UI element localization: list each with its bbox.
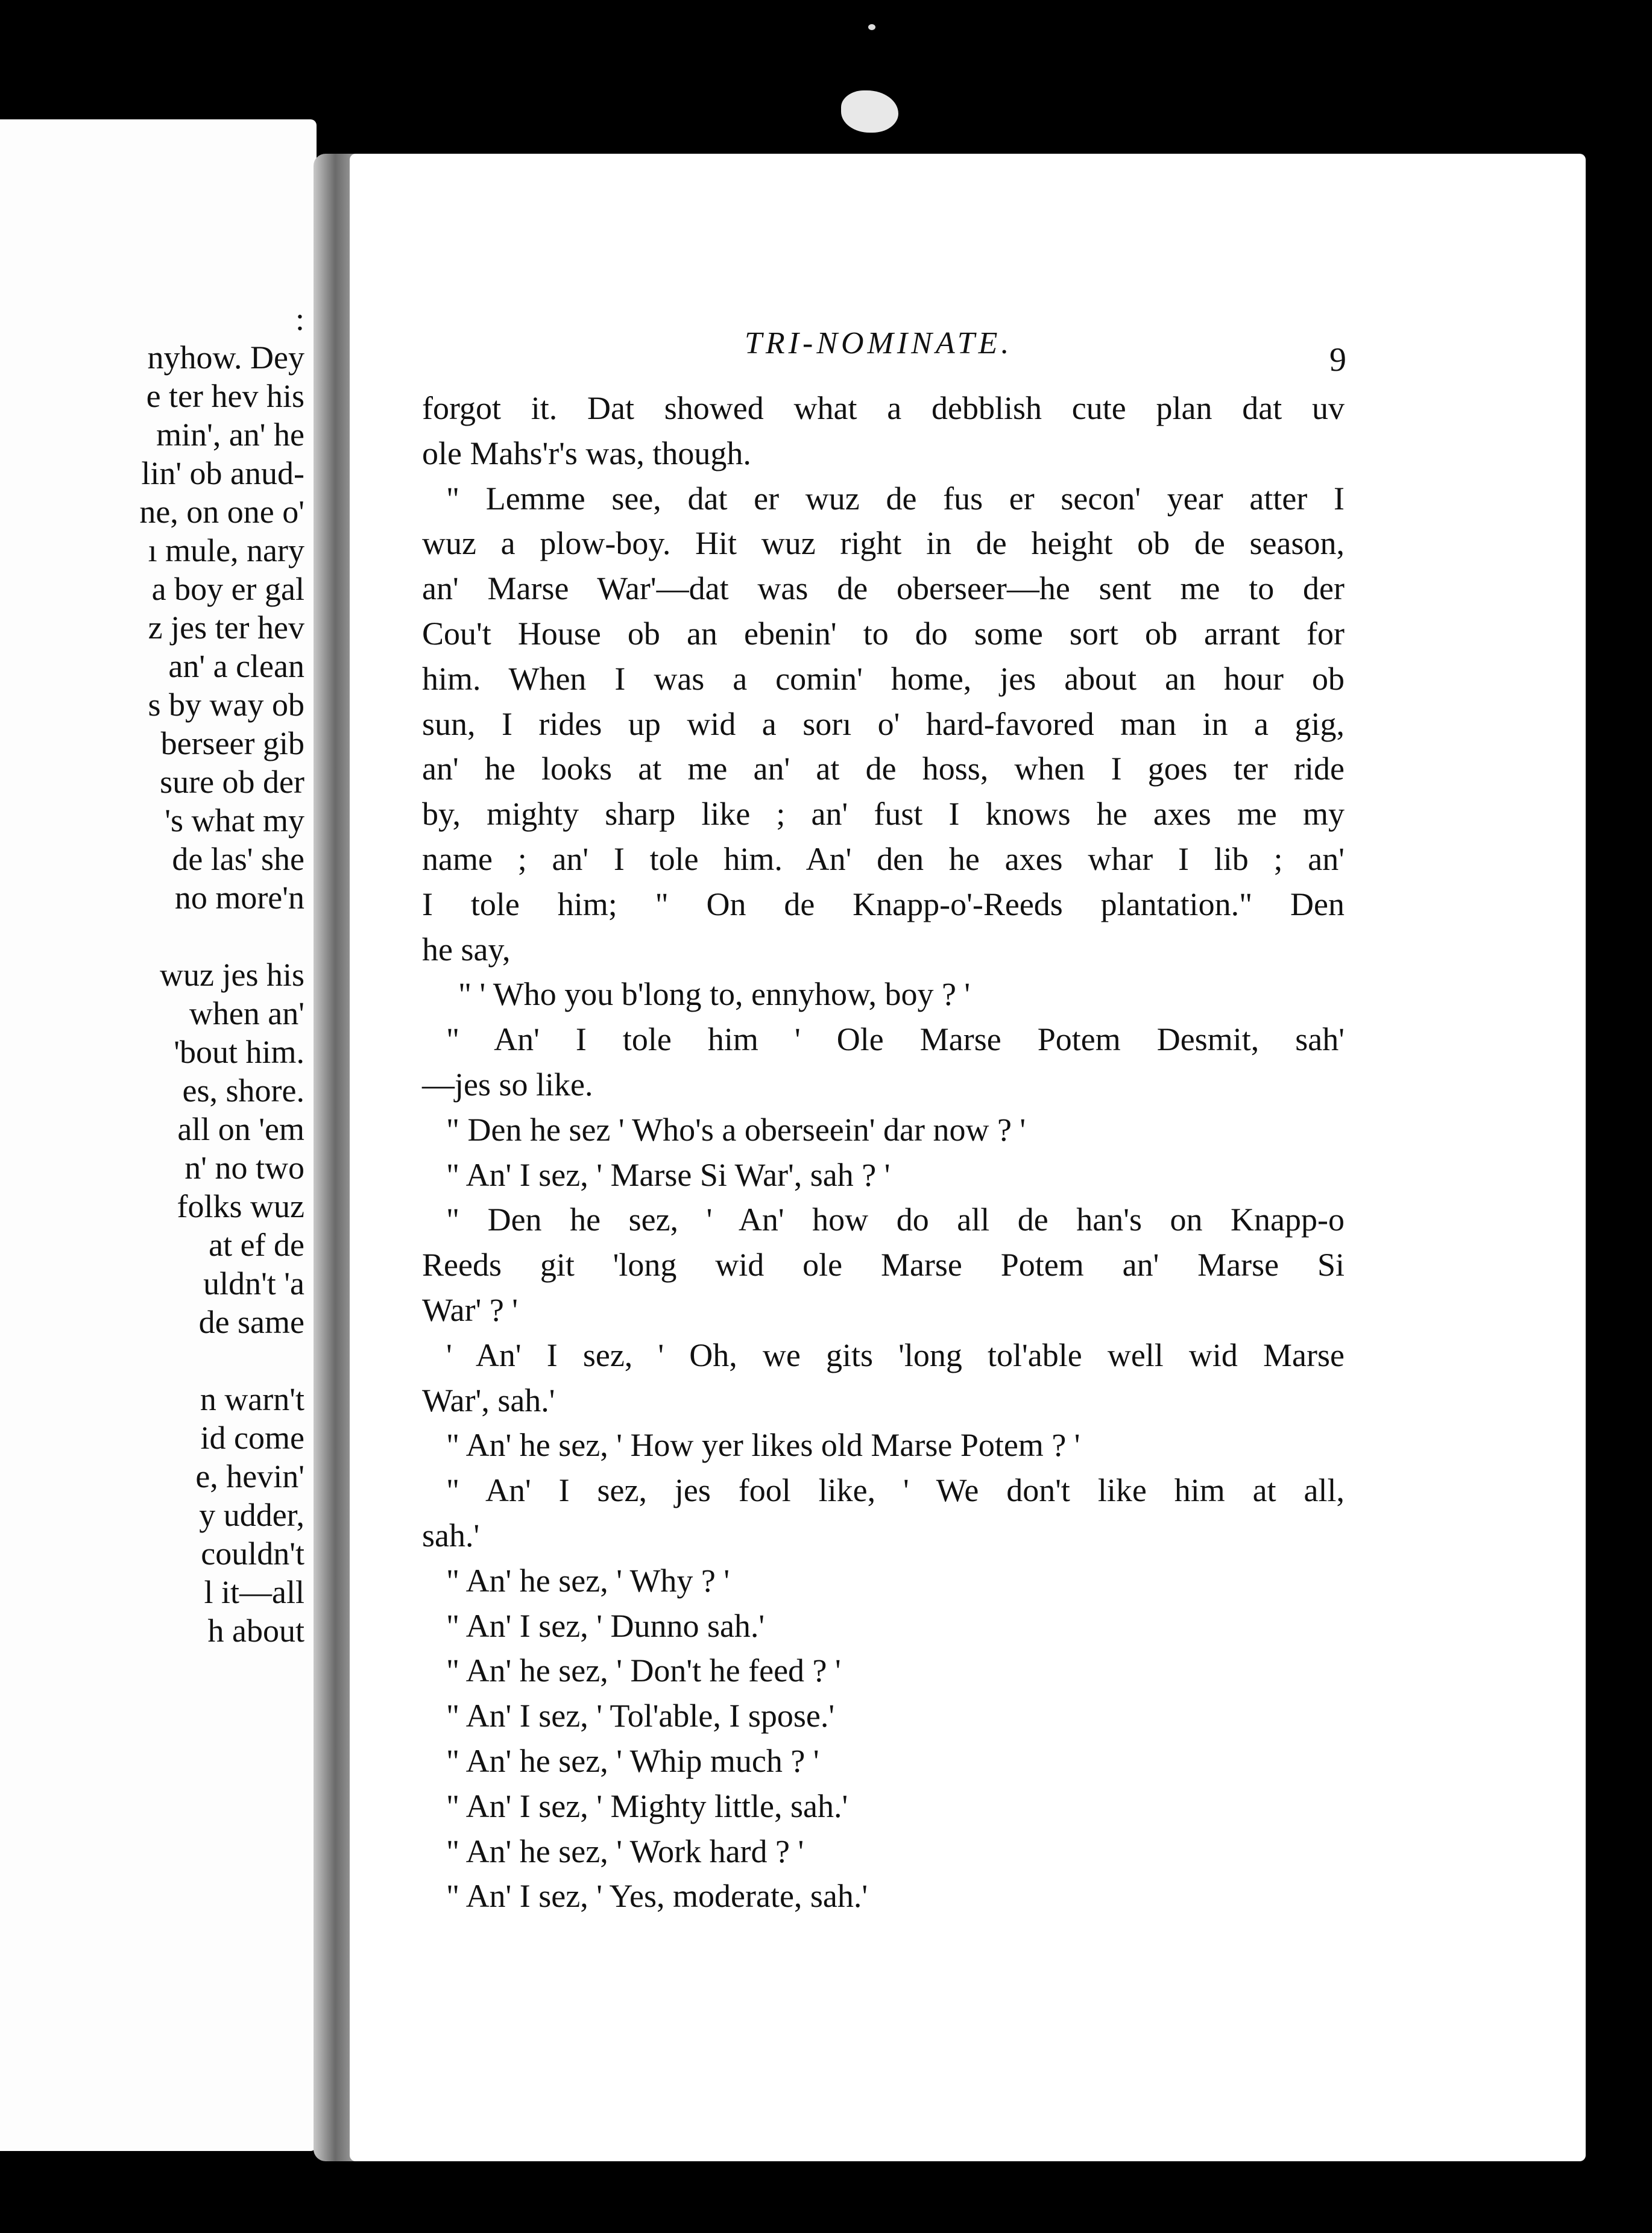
page-body-text — [422, 386, 1345, 1919]
left-text-line: s by way ob — [148, 687, 304, 723]
left-text-line: all on 'em — [177, 1111, 304, 1147]
text-line: an' he looks at me an' at de hoss, when I goes ter ride — [422, 751, 1345, 787]
text-line: by, mighty sharp like ; an' fust I knows he axes me my — [422, 796, 1345, 833]
left-text-line: es, shore. — [182, 1072, 304, 1109]
left-page — [0, 119, 317, 2151]
debris-dot — [868, 24, 875, 30]
left-text-line: min', an' he — [156, 417, 304, 453]
left-text-line: when an' — [189, 995, 304, 1031]
text-line: " An' I sez, ' Tol'able, I spose.' — [446, 1698, 835, 1734]
text-line: sun, I rides up wid a sorı o' hard-favored man in a gig, — [422, 705, 1345, 742]
text-line: I tole him; " On de Knapp-o'-Reeds plantation." Den — [422, 886, 1345, 922]
text-line: " Den he sez ' Who's a oberseein' dar now ? ' — [446, 1111, 1026, 1148]
left-text-line: e ter hev his — [146, 378, 304, 414]
left-text-line: y udder, — [199, 1497, 304, 1533]
left-text-line: 's what my — [165, 802, 304, 839]
text-line: " An' he sez, ' How yer likes old Marse Potem ? ' — [446, 1427, 1080, 1464]
left-text-line: at ef de — [209, 1227, 304, 1263]
left-text-line: n warn't — [200, 1381, 304, 1417]
text-line: " Den he sez, ' An' how do all de han's on Knapp-o — [446, 1202, 1345, 1238]
text-line: " An' he sez, ' Whip much ? ' — [446, 1742, 819, 1779]
text-line: " An' I sez, ' Mighty little, sah.' — [446, 1787, 848, 1824]
text-line: name ; an' I tole him. An' den he axes whar I lib ; an' — [422, 840, 1345, 877]
debris-speck — [841, 90, 898, 133]
text-line: forgot it. Dat showed what a debblish cute plan dat uv — [422, 390, 1345, 426]
text-line: he say, — [422, 931, 511, 968]
left-text-line: an' a clean — [168, 648, 304, 684]
text-line: Reeds git 'long wid ole Marse Potem an' Marse Si — [422, 1247, 1345, 1283]
left-text-line: uldn't 'a — [203, 1265, 304, 1302]
left-text-line: folks wuz — [177, 1188, 304, 1224]
text-line: " An' he sez, ' Work hard ? ' — [446, 1833, 804, 1869]
left-text-line: 'bout him. — [174, 1034, 304, 1070]
left-text-line: de same — [198, 1304, 304, 1340]
text-line: him. When I was a comin' home, jes about an hour ob — [422, 660, 1345, 697]
page-number: 9 — [1329, 341, 1346, 379]
text-line: sah.' — [422, 1517, 480, 1554]
text-line: an' Marse War'—dat was de oberseer—he sent me to der — [422, 570, 1345, 607]
left-text-line: nyhow. Dey — [147, 339, 304, 376]
text-line: " An' I sez, ' Marse Si War', sah ? ' — [446, 1156, 891, 1193]
left-text-line: couldn't — [201, 1535, 304, 1572]
left-text-line: lin' ob anud- — [141, 455, 304, 491]
text-line: ' An' I sez, ' Oh, we gits 'long tol'able well wid Marse — [446, 1337, 1345, 1373]
running-head: TRI-NOMINATE. — [745, 326, 1013, 361]
text-line: Cou't House ob an ebenin' to do some sort ob arrant for — [422, 615, 1345, 652]
text-line: " An' I sez, ' Dunno sah.' — [446, 1607, 765, 1644]
left-text-line: ı mule, nary — [148, 532, 304, 568]
left-text-line: wuz jes his — [160, 957, 304, 993]
text-line: wuz a plow-boy. Hit wuz right in de height ob de season, — [422, 525, 1345, 562]
left-text-line: a boy er gal — [151, 571, 304, 607]
text-line: " An' I sez, jes fool like, ' We don't like him at all, — [446, 1472, 1345, 1509]
left-text-line: no more'n — [174, 880, 304, 916]
left-text-line: id come — [200, 1420, 304, 1456]
text-line: " An' he sez, ' Why ? ' — [446, 1562, 730, 1599]
left-text-line: z jes ter hev — [148, 609, 304, 646]
left-text-line: h about — [207, 1613, 304, 1649]
text-line: —jes so like. — [422, 1066, 593, 1103]
left-text-line: : — [295, 301, 304, 337]
text-line: War' ? ' — [422, 1291, 519, 1328]
left-text-line: de las' she — [172, 841, 304, 877]
text-line: " An' I tole him ' Ole Marse Potem Desmit, sah' — [446, 1021, 1345, 1058]
text-line: " An' he sez, ' Don't he feed ? ' — [446, 1652, 841, 1689]
left-text-line: berseer gib — [160, 725, 304, 761]
left-text-line: sure ob der — [160, 764, 304, 800]
text-line: War', sah.' — [422, 1382, 555, 1419]
left-text-line: l it—all — [204, 1574, 304, 1610]
left-text-line: ne, on one o' — [139, 494, 304, 530]
left-text-line: n' no two — [184, 1150, 304, 1186]
left-text-line: e, hevin' — [195, 1458, 304, 1494]
text-line: " An' I sez, ' Yes, moderate, sah.' — [446, 1878, 868, 1915]
text-line: " Lemme see, dat er wuz de fus er secon' year atter I — [446, 480, 1345, 517]
text-line: " ' Who you b'long to, ennyhow, boy ? ' — [458, 976, 971, 1013]
text-line: ole Mahs'r's was, though. — [422, 435, 751, 471]
